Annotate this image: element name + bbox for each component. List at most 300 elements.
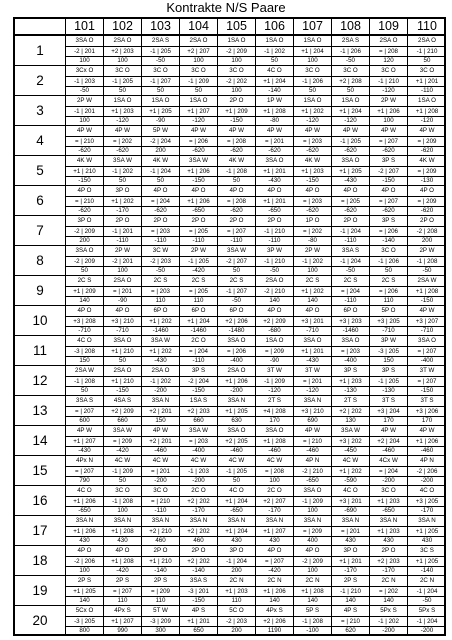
- contract-text: 2P W: [380, 97, 396, 104]
- result-text: +1 | 201: [256, 196, 293, 207]
- score-text: 50: [119, 87, 126, 94]
- row-label: 5: [15, 156, 66, 186]
- result-text: = | 208: [256, 466, 293, 477]
- score-text: -1460: [342, 327, 359, 334]
- score-text: -710: [420, 327, 434, 334]
- score-text: -150: [192, 597, 205, 604]
- result-text: = | 208: [370, 46, 407, 57]
- result-text: = | 201: [294, 376, 331, 387]
- contract-text: 3C O: [381, 487, 396, 494]
- score-text: -430: [268, 177, 281, 184]
- row-label: 8: [15, 246, 66, 276]
- table-cell: [332, 66, 370, 96]
- result-text: +1 | 207: [66, 436, 103, 447]
- contract-text: 3C O: [419, 67, 435, 74]
- contract-text: 6P O: [191, 307, 206, 314]
- column-header: 102: [104, 19, 142, 36]
- contract-text: 4P O: [305, 547, 320, 554]
- result-text: +1 | 202: [294, 286, 331, 297]
- table-cell: [218, 66, 256, 96]
- contract-text: 4P W: [76, 427, 92, 434]
- table-cell: [180, 606, 218, 636]
- score-text: 140: [269, 597, 280, 604]
- result-text: +2 | 202: [180, 556, 217, 567]
- table-cell: [294, 336, 332, 366]
- contract-text: 3C O: [191, 67, 206, 74]
- contract-text: 3SA N: [303, 397, 322, 404]
- result-text: +1 | 201: [408, 76, 446, 87]
- table-cell: [142, 186, 180, 216]
- result-text: +1 | 208: [408, 106, 446, 117]
- result-text: +1 | 210: [104, 346, 141, 357]
- table-cell: [142, 366, 180, 396]
- result-text: +1 | 208: [294, 586, 331, 597]
- table-cell: [294, 246, 332, 276]
- table-cell: [66, 96, 104, 126]
- table-cell: [66, 396, 104, 426]
- table-cell: [180, 456, 218, 486]
- table-cell: [180, 486, 218, 516]
- score-text: 140: [383, 597, 394, 604]
- result-text: +3 | 206: [408, 406, 446, 417]
- score-text: 140: [79, 297, 90, 304]
- table-cell: [332, 36, 370, 66]
- column-header: 101: [66, 19, 104, 36]
- score-text: 100: [307, 507, 318, 514]
- result-text: -1 | 205: [370, 376, 407, 387]
- contract-text: 4C O: [77, 337, 92, 344]
- table-cell: [104, 396, 142, 426]
- score-text: -430: [306, 357, 319, 364]
- table-cell: [104, 156, 142, 186]
- contract-text: 1SA O: [189, 97, 208, 104]
- score-text: -420: [268, 567, 281, 574]
- result-text: +2 | 205: [218, 436, 255, 447]
- contract-text: 1SA O: [303, 37, 322, 44]
- table-cell: [180, 126, 218, 156]
- row-label: 6: [15, 186, 66, 216]
- result-text: +1 | 205: [408, 556, 446, 567]
- score-text: 460: [193, 537, 204, 544]
- result-text: = | 201: [142, 466, 179, 477]
- score-text: -620: [154, 207, 167, 214]
- contract-text: 3P S: [381, 217, 396, 224]
- table-cell: [142, 306, 180, 336]
- table-cell: [104, 276, 142, 306]
- score-text: -110: [192, 357, 205, 364]
- score-text: 200: [421, 237, 433, 244]
- table-cell: [256, 336, 294, 366]
- contract-text: 4K W: [228, 157, 245, 164]
- table-cell: [370, 606, 408, 636]
- contract-text: 6P O: [343, 307, 358, 314]
- contract-text: 4P O: [420, 187, 434, 194]
- score-text: -50: [346, 267, 355, 274]
- table-cell: [294, 66, 332, 96]
- table-cell: [66, 246, 104, 276]
- table-cell: [66, 306, 104, 336]
- table-cell: [142, 426, 180, 456]
- score-text: -620: [192, 147, 205, 154]
- table-cell: [142, 576, 180, 606]
- result-text: -3 | 209: [142, 616, 179, 627]
- score-text: 50: [423, 57, 431, 64]
- contract-text: 4C W: [152, 457, 169, 464]
- score-text: 50: [347, 87, 354, 94]
- result-text: -1 | 204: [332, 256, 369, 267]
- result-text: +1 | 206: [180, 196, 217, 207]
- result-text: -1 | 209: [104, 466, 141, 477]
- table-cell: [294, 36, 332, 66]
- result-text: +1 | 203: [218, 586, 255, 597]
- table-cell: [256, 456, 294, 486]
- contract-text: 2C O: [267, 487, 282, 494]
- contract-text: 1SA O: [265, 337, 284, 344]
- contract-text: 2P O: [267, 217, 282, 224]
- score-text: 100: [117, 267, 128, 274]
- contract-text: 4K W: [304, 157, 321, 164]
- table-cell: [180, 186, 218, 216]
- table-cell: [180, 576, 218, 606]
- score-text: 110: [155, 597, 166, 604]
- contract-text: 2C O: [191, 337, 206, 344]
- score-text: -110: [116, 237, 129, 244]
- contract-text: 3SA W: [341, 427, 360, 434]
- row-label: 7: [15, 216, 66, 246]
- score-text: 50: [119, 177, 126, 184]
- score-text: -120: [192, 117, 205, 124]
- table-cell: [408, 306, 446, 336]
- contract-text: 2C O: [191, 487, 206, 494]
- score-text: -90: [270, 357, 279, 364]
- result-text: +1 | 206: [180, 166, 217, 177]
- result-text: = | 202: [370, 586, 407, 597]
- score-text: 140: [307, 297, 318, 304]
- score-text: -710: [382, 327, 395, 334]
- result-text: -2 | 209: [218, 46, 255, 57]
- result-text: +1 | 201: [256, 166, 293, 177]
- contract-text: 2P S: [115, 577, 130, 584]
- table-cell: [256, 246, 294, 276]
- row-label: 17: [15, 516, 66, 546]
- contract-text: 3C O: [381, 67, 396, 74]
- score-text: -620: [382, 207, 395, 214]
- score-text: -460: [420, 447, 434, 454]
- score-text: 100: [269, 477, 280, 484]
- score-text: -110: [154, 507, 167, 514]
- contract-text: 4SA S: [113, 397, 132, 404]
- score-text: -130: [382, 387, 395, 394]
- score-text: -430: [154, 357, 167, 364]
- score-text: 100: [307, 57, 318, 64]
- result-text: -2 | 206: [66, 556, 103, 567]
- contract-text: 1SA O: [341, 97, 360, 104]
- column-header: 103: [142, 19, 180, 36]
- table-cell: [218, 546, 256, 576]
- score-text: -460: [382, 447, 395, 454]
- table-cell: [370, 456, 408, 486]
- score-text: -650: [306, 477, 319, 484]
- score-text: 100: [117, 57, 128, 64]
- contract-text: 4P O: [115, 307, 130, 314]
- table-cell: [142, 396, 180, 426]
- result-text: +1 | 206: [66, 496, 103, 507]
- contract-text: 3SA N: [303, 517, 322, 524]
- score-text: -50: [80, 87, 89, 94]
- table-cell: [66, 456, 104, 486]
- table-cell: [218, 606, 256, 636]
- contract-text: 3SA W: [227, 247, 246, 254]
- score-text: -650: [192, 207, 205, 214]
- score-text: 630: [231, 417, 242, 424]
- table-cell: [408, 606, 446, 636]
- result-text: = | 201: [256, 136, 293, 147]
- table-cell: [294, 546, 332, 576]
- contract-text: 2P O: [191, 547, 206, 554]
- result-text: = | 209: [408, 136, 446, 147]
- column-header: 106: [256, 19, 294, 36]
- result-text: = | 207: [256, 556, 293, 567]
- contract-text: 3P O: [115, 187, 130, 194]
- contract-text: 5Px S: [418, 607, 436, 614]
- table-cell: [370, 126, 408, 156]
- page-title: Kontrakte N/S Paare: [166, 0, 286, 15]
- result-text: +1 | 210: [66, 166, 103, 177]
- score-text: -620: [230, 207, 243, 214]
- score-text: 100: [79, 567, 90, 574]
- contract-text: 2P O: [153, 547, 168, 554]
- result-text: +2 | 209: [256, 316, 293, 327]
- result-text: +1 | 204: [256, 76, 293, 87]
- row-label: 3: [15, 96, 66, 126]
- result-text: +2 | 206: [256, 616, 293, 627]
- table-cell: [408, 186, 446, 216]
- score-text: -460: [306, 447, 319, 454]
- result-text: +1 | 209: [218, 106, 255, 117]
- table-cell: [66, 606, 104, 636]
- result-text: -3 | 208: [66, 346, 103, 357]
- table-cell: [370, 516, 408, 546]
- result-text: -3 | 205: [370, 346, 407, 357]
- table-cell: [370, 336, 408, 366]
- score-text: 150: [79, 357, 90, 364]
- result-text: -2 | 207: [218, 256, 255, 267]
- result-text: -2 | 203: [218, 616, 255, 627]
- table-cell: [256, 216, 294, 246]
- contract-text: 4C O: [419, 487, 435, 494]
- contract-text: 3SA S: [75, 397, 94, 404]
- contract-text: 1SA S: [189, 397, 208, 404]
- table-cell: [180, 546, 218, 576]
- table-cell: [104, 216, 142, 246]
- table-cell: [370, 486, 408, 516]
- table-cell: [370, 396, 408, 426]
- score-text: -150: [192, 177, 205, 184]
- result-text: -2 | 210: [256, 286, 293, 297]
- score-text: -650: [382, 507, 395, 514]
- score-text: -170: [382, 567, 395, 574]
- score-text: -170: [420, 507, 434, 514]
- score-text: -150: [382, 177, 395, 184]
- result-text: -1 | 206: [294, 76, 331, 87]
- result-text: -1 | 209: [256, 376, 293, 387]
- contract-text: 3SA O: [341, 337, 360, 344]
- result-text: -1 | 205: [104, 76, 141, 87]
- score-text: -1460: [152, 327, 169, 334]
- result-text: -1 | 210: [332, 586, 369, 597]
- score-text: 200: [155, 147, 166, 154]
- contract-text: 3SA N: [189, 517, 208, 524]
- contract-text: 2T S: [268, 397, 281, 404]
- contract-text: 5P O: [381, 307, 396, 314]
- result-text: -1 | 205: [142, 46, 179, 57]
- contract-text: 4P S: [343, 607, 358, 614]
- contract-text: 3P O: [343, 547, 358, 554]
- score-text: -650: [268, 207, 281, 214]
- table-cell: [408, 216, 446, 246]
- table-cell: [294, 486, 332, 516]
- table-cell: [104, 516, 142, 546]
- score-text: 100: [79, 117, 90, 124]
- result-text: -3 | 205: [66, 616, 103, 627]
- score-text: 400: [307, 537, 318, 544]
- table-cell: [408, 276, 446, 306]
- score-text: -130: [420, 177, 434, 184]
- score-text: -420: [116, 447, 129, 454]
- result-text: +1 | 203: [294, 166, 331, 177]
- score-text: 1190: [267, 627, 282, 634]
- result-text: +1 | 203: [104, 106, 141, 117]
- result-text: +1 | 205: [66, 586, 103, 597]
- score-text: -710: [78, 327, 91, 334]
- score-text: -400: [192, 447, 205, 454]
- contract-text: 3SA W: [189, 427, 208, 434]
- score-text: -100: [306, 627, 319, 634]
- contract-text: 3SA N: [113, 517, 132, 524]
- table-cell: [218, 456, 256, 486]
- result-text: +2 | 202: [180, 496, 217, 507]
- result-text: +3 | 210: [104, 316, 141, 327]
- contract-text: 2SA O: [189, 37, 208, 44]
- score-text: -170: [192, 507, 205, 514]
- score-text: -1460: [190, 327, 207, 334]
- result-text: -2 | 203: [142, 256, 179, 267]
- score-text: 110: [383, 297, 394, 304]
- score-text: -110: [268, 237, 281, 244]
- contract-text: 4P O: [267, 187, 282, 194]
- contract-text: 4Px S: [266, 607, 283, 614]
- row-label: 1: [15, 36, 66, 66]
- result-text: -1 | 209: [294, 496, 331, 507]
- score-text: -620: [78, 207, 91, 214]
- result-text: = | 210: [66, 136, 103, 147]
- score-text: -120: [382, 87, 395, 94]
- result-text: = | 207: [370, 196, 407, 207]
- contract-text: 2P W: [76, 97, 92, 104]
- score-text: -650: [230, 507, 243, 514]
- table-cell: [142, 516, 180, 546]
- contract-text: 1P W: [266, 97, 282, 104]
- table-cell: [104, 126, 142, 156]
- score-text: -710: [116, 327, 129, 334]
- contract-text: 4P O: [191, 187, 206, 194]
- contract-text: 3P W: [380, 337, 396, 344]
- table-cell: [180, 516, 218, 546]
- contract-text: 6P O: [229, 307, 244, 314]
- table-cell: [370, 66, 408, 96]
- table-cell: [294, 96, 332, 126]
- score-text: -200: [382, 477, 395, 484]
- contract-text: 1SA O: [227, 37, 246, 44]
- table-cell: [408, 126, 446, 156]
- contract-text: 2P O: [420, 217, 434, 224]
- score-text: 140: [307, 597, 318, 604]
- table-cell: [218, 96, 256, 126]
- table-cell: [256, 516, 294, 546]
- contract-text: 2P O: [229, 217, 244, 224]
- result-text: -1 | 203: [66, 76, 103, 87]
- table-cell: [66, 126, 104, 156]
- contract-text: 4P O: [267, 307, 282, 314]
- result-text: +1 | 205: [332, 166, 369, 177]
- contract-text: 3SA O: [303, 487, 322, 494]
- table-cell: [332, 486, 370, 516]
- contract-text: 2T S: [344, 397, 357, 404]
- result-text: = | 203: [142, 286, 179, 297]
- contract-text: 3P O: [229, 547, 244, 554]
- result-text: -1 | 204: [408, 586, 446, 597]
- result-text: -1 | 210: [256, 256, 293, 267]
- contracts-table: [13, 17, 446, 636]
- result-text: = | 209: [104, 436, 141, 447]
- result-text: -2 | 202: [218, 76, 255, 87]
- result-text: +1 | 205: [408, 526, 446, 537]
- contract-text: 4P N: [420, 457, 434, 464]
- contract-text: 3SA O: [265, 157, 284, 164]
- score-text: -400: [230, 357, 243, 364]
- table-cell: [408, 486, 446, 516]
- contract-text: 3SA W: [151, 337, 170, 344]
- contract-text: 4C W: [266, 457, 283, 464]
- result-text: +3 | 201: [294, 316, 331, 327]
- table-cell: [66, 66, 104, 96]
- result-text: = | 203: [294, 196, 331, 207]
- column-header: 107: [294, 19, 332, 36]
- table-cell: [180, 306, 218, 336]
- contract-text: 4P O: [305, 307, 320, 314]
- score-text: 140: [269, 297, 280, 304]
- table-cell: [370, 96, 408, 126]
- row-label: 12: [15, 366, 66, 396]
- table-cell: [180, 276, 218, 306]
- score-text: -400: [344, 357, 357, 364]
- result-text: +1 | 202: [104, 196, 141, 207]
- table-cell: [142, 276, 180, 306]
- result-text: +2 | 202: [332, 406, 369, 417]
- contract-text: 3SA N: [341, 517, 360, 524]
- score-text: -620: [306, 207, 319, 214]
- contract-text: 2C S: [191, 277, 206, 284]
- contract-text: 1SA O: [113, 97, 132, 104]
- contract-text: 3C O: [115, 487, 130, 494]
- score-text: -140: [154, 567, 167, 574]
- score-text: -80: [308, 237, 317, 244]
- table-cell: [104, 576, 142, 606]
- result-text: -2 | 201: [66, 46, 103, 57]
- result-text: -2 | 204: [142, 136, 179, 147]
- result-text: -1 | 203: [180, 466, 217, 477]
- score-text: 50: [81, 387, 88, 394]
